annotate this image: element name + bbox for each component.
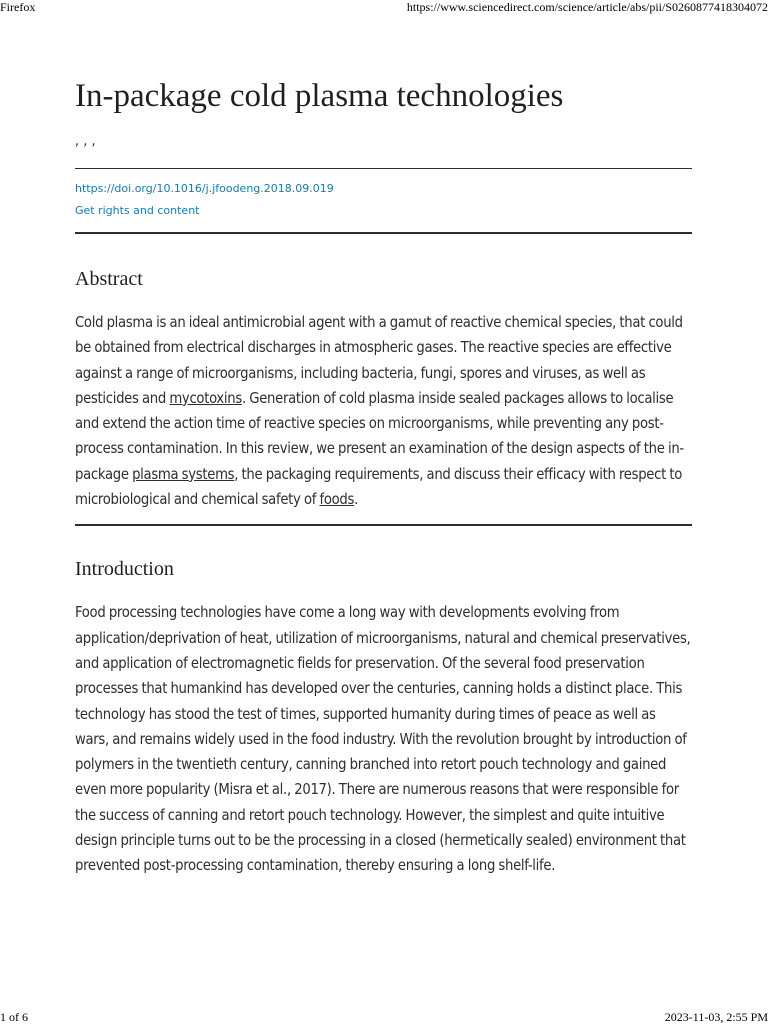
author-list: , , , (75, 134, 96, 149)
rights-link[interactable]: Get rights and content (75, 204, 200, 217)
browser-name: Firefox (0, 0, 36, 14)
plasma-systems-link[interactable]: plasma systems (132, 465, 235, 483)
abstract-text-part: . Generation of cold plasma inside sealed packages allows to localise and extend the action time of reactive species on microorganisms, while preventing any post-process contamination. In this review, we present an examination of the design aspects of the in-package (75, 389, 684, 483)
mycotoxins-link[interactable]: mycotoxins (169, 389, 242, 407)
abstract-text (75, 310, 692, 512)
print-header (0, 0, 768, 14)
print-footer (0, 1010, 768, 1024)
doi-link[interactable]: https://doi.org/10.1016/j.jfoodeng.2018.09.019 (75, 182, 334, 195)
abstract-heading: Abstract (75, 268, 143, 290)
page-url: https://www.sciencedirect.com/science/article/abs/pii/S0260877418304072 (406, 0, 768, 14)
abstract-text-part: , the packaging requirements, and discuss their efficacy with respect to microbiological and chemical safety of (75, 465, 683, 509)
article-title: In-package cold plasma technologies (75, 78, 564, 114)
foods-link[interactable]: foods (319, 491, 355, 509)
abstract-text-part: Cold plasma is an ideal antimicrobial agent with a gamut of reactive chemical species, that could be obtained from electrical discharges in atmospheric gases. The reactive species are effective against a range of microorganisms, including bacteria, fungi, spores and viruses, as well as pesticides and (75, 314, 683, 407)
article (75, 74, 692, 879)
introduction-heading: Introduction (75, 558, 174, 581)
introduction-paragraph: Food processing technologies have come a long way with developments evolving from application/deprivation of heat, utilization of microorganisms, natural and chemical preservatives, and application of electromagnetic fields for preservation. Of the several food preservation processes that humankind has developed over the centuries, canning holds a distinct place. This technology has stood the test of times, supported humanity during times of peace as well as wars, and remains widely used in the food industry. With the revolution brought by introduction of polymers in the twentieth century, canning branched into retort pouch technology and gained even more popularity (Misra et al., 2017). There are numerous reasons that were responsible for the success of canning and retort pouch technology. However, the simplest and quite intuitive design principle turns out to be the processing in a closed (hermetically sealed) environment that prevented post-processing contamination, thereby ensuring a long shelf-life. (75, 604, 691, 875)
page-counter: 1 of 6 (0, 1010, 28, 1024)
section-divider (75, 524, 692, 526)
print-timestamp: 2023-11-03, 2:55 PM (664, 1010, 768, 1024)
abstract-text-part: . (354, 491, 358, 509)
article-meta (75, 168, 692, 234)
